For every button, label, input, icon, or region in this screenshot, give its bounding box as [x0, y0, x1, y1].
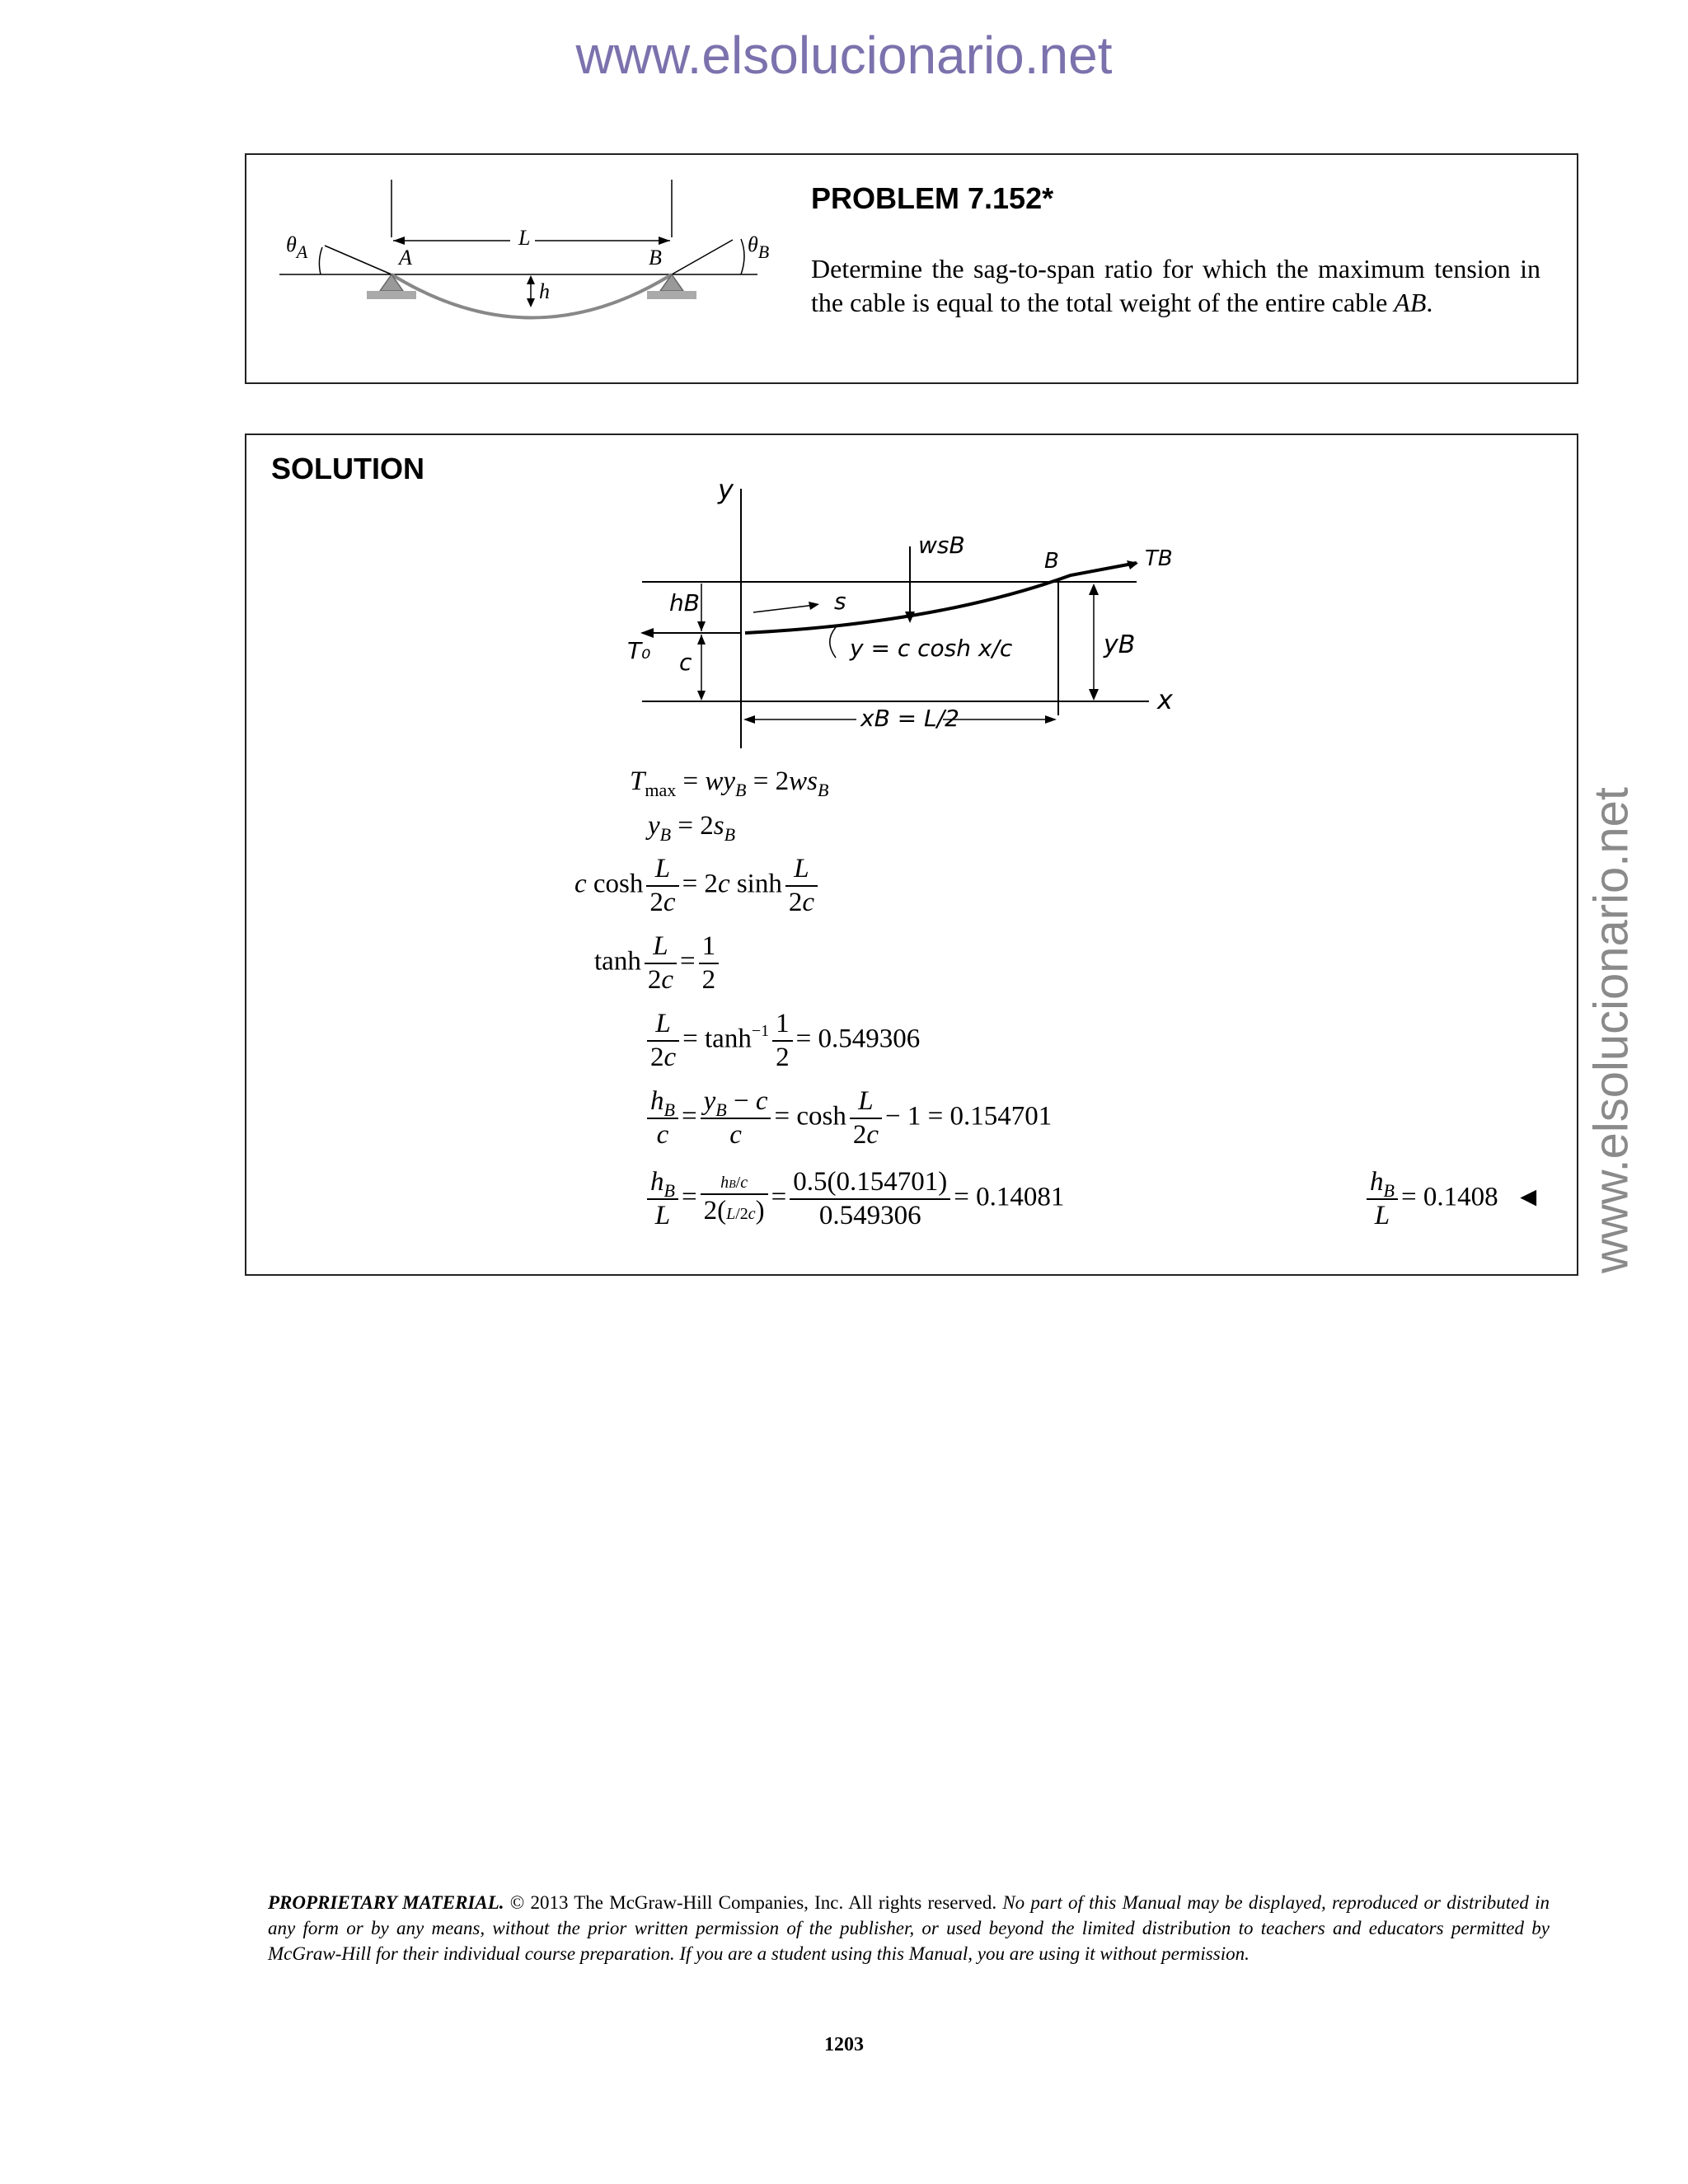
sketch-x-axis-label: x	[1157, 684, 1173, 715]
sketch-t0-label: T₀	[627, 637, 651, 664]
equation-yb: $y_B = 2s_B$	[648, 811, 736, 845]
copyright-footer: PROPRIETARY MATERIAL. © 2013 The McGraw-Hill Companies, Inc. All rights reserved. No part of this Manual may be displayed, reproduced or distributed in any form or by any means, without the prior written permission of the publisher, or used beyond the limited distribution to teachers and educators permitted by McGraw-Hill for their individual course preparation. If you are a student using this Manual, you are using it without permission.	[268, 1892, 1550, 1964]
solution-title: SOLUTION	[271, 452, 424, 485]
sag-h-label: h	[539, 279, 550, 303]
sketch-xb-label: xB = L/2	[860, 705, 959, 732]
span-l-label: L	[518, 226, 531, 250]
equation-tanh: tanh $\frac{L}{2c}$ = $\frac{1}{2}$	[594, 933, 722, 994]
watermark-side[interactable]: www.elsolucionario.net	[1584, 787, 1639, 1273]
sketch-b-label: B	[1044, 549, 1059, 574]
sketch-tb-label: TB	[1145, 546, 1173, 571]
equation-cosh-sinh: c cosh $\frac{L}{2c}$ = 2c sinh $\frac{L}{2c}$	[574, 855, 821, 916]
sketch-y-axis-label: y	[718, 474, 734, 505]
point-a-label: A	[399, 246, 412, 269]
equation-hb-over-l: $\frac{h_B}{L}$ = $\frac{hB/c}{2(L/2c)}$ = $\frac{0.5(0.154701)}{0.549306}$ = 0.14081	[644, 1169, 1064, 1230]
free-body-sketch	[246, 435, 1580, 748]
sketch-s-label: s	[834, 588, 846, 615]
solution-box	[245, 434, 1578, 1276]
theta-a-label: $\theta_A$	[286, 232, 308, 262]
equation-l-over-2c: $\frac{L}{2c}$ = $\tanh^{-1}$ $\frac{1}{2}$ = 0.549306	[644, 1010, 920, 1071]
answer-marker-icon: ◄	[1514, 1182, 1542, 1212]
equation-tmax: $T_{max} = wy_B = 2ws_B$	[630, 766, 829, 800]
theta-b-label: $\theta_B$	[748, 232, 770, 262]
sketch-wsb-label: wsB	[918, 532, 965, 559]
final-answer: $\frac{h_B}{L}$ = 0.1408 ◄	[1363, 1169, 1542, 1230]
problem-title: PROBLEM 7.152*	[811, 181, 1054, 215]
sketch-c-label: c	[679, 649, 692, 676]
sketch-yb-label: yB	[1104, 630, 1136, 659]
point-b-label: B	[649, 246, 662, 269]
page-number: 1203	[824, 2034, 864, 2055]
equation-hb-over-c: $\frac{h_B}{c}$ = $\frac{y_B - c}{c}$ = cosh $\frac{L}{2c}$ − 1 = 0.154701	[644, 1088, 1052, 1149]
watermark-top[interactable]: www.elsolucionario.net	[575, 26, 1113, 85]
problem-statement: Determine the sag-to-span ratio for which the maximum tension in the cable is equal to the total weight of the entire cable AB.	[811, 254, 1540, 317]
sketch-hb-label: hB	[669, 589, 700, 616]
cable-figure	[246, 155, 757, 377]
sketch-curve-equation: y = c cosh x/c	[850, 635, 1013, 662]
problem-box	[245, 153, 1578, 384]
